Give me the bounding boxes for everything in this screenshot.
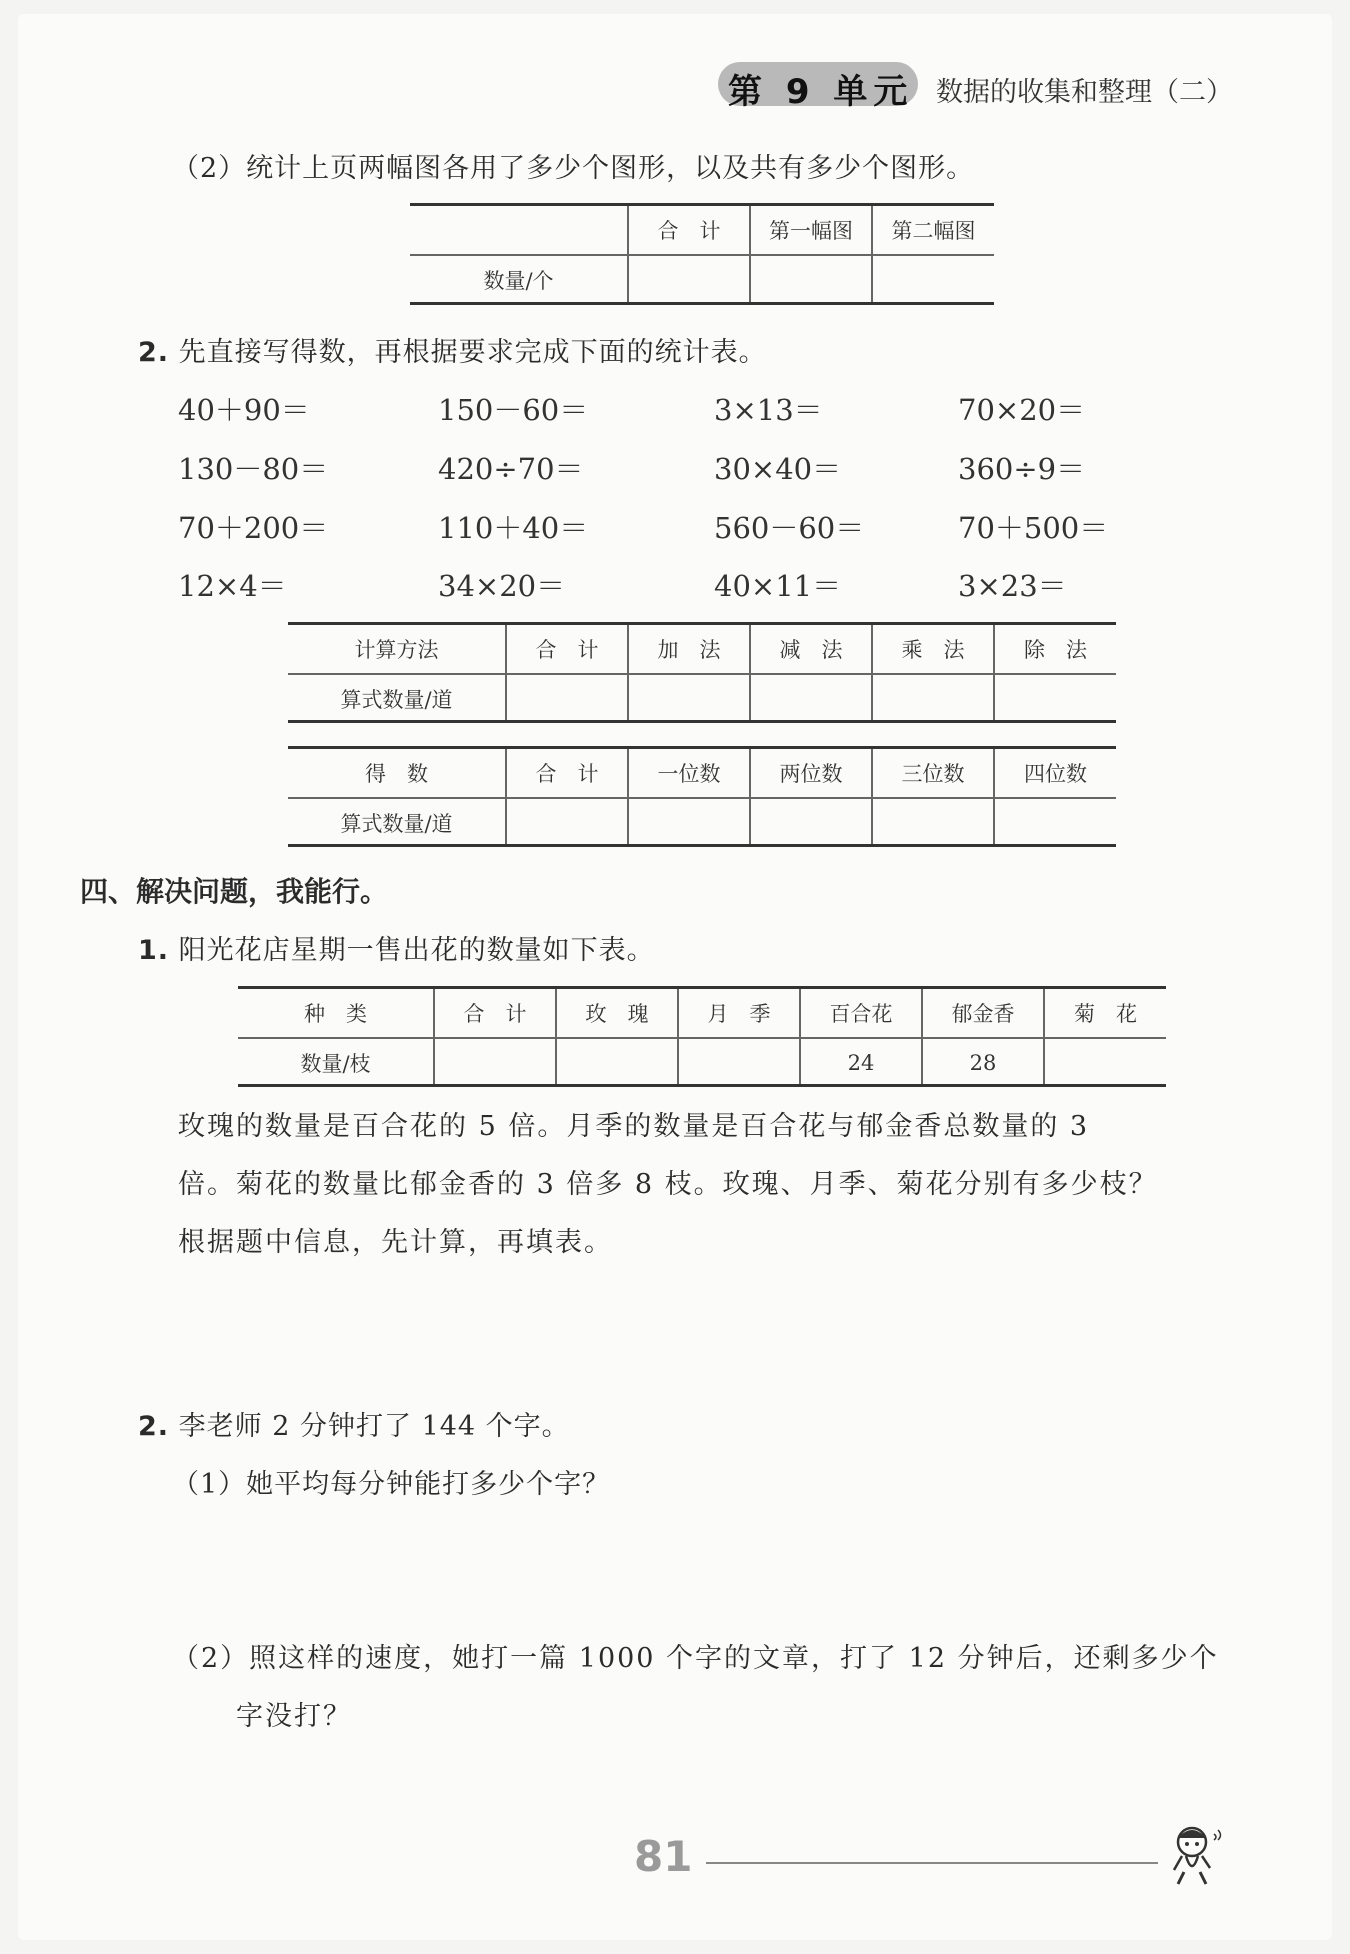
paragraph-line: 玫瑰的数量是百合花的 5 倍。月季的数量是百合花与郁金香总数量的 3: [178, 1111, 1090, 1142]
answer-cell[interactable]: [556, 1038, 678, 1087]
problem-1-description: [178, 1098, 1158, 1272]
answer-cell[interactable]: [872, 674, 994, 723]
footer-rule: [706, 1862, 1158, 1864]
figure-count-table: [410, 206, 994, 304]
calc-item: 3×13＝: [714, 393, 823, 427]
digit-count-table: [288, 749, 1116, 847]
table-header-cell: 除 法: [994, 625, 1116, 674]
calc-item: 70×20＝: [958, 393, 1086, 427]
method-count-table: [288, 625, 1116, 723]
table-row-label: 算式数量/道: [340, 688, 453, 712]
calc-item: 360÷9＝: [958, 452, 1086, 486]
table-header-cell: 合 计: [506, 749, 628, 798]
table-header-cell: 得 数: [288, 749, 506, 798]
answer-cell[interactable]: [628, 255, 750, 304]
question-text: 先直接写得数，再根据要求完成下面的统计表。: [178, 337, 767, 368]
table-header-cell: 第二幅图: [872, 206, 994, 255]
answer-cell[interactable]: [872, 255, 994, 304]
problem-1: [138, 928, 655, 967]
question-2: [138, 330, 767, 369]
answer-cell[interactable]: [994, 674, 1116, 723]
question-1-2-text: （2）统计上页两幅图各用了多少个图形，以及共有多少个图形。: [172, 153, 975, 184]
table-header-cell: 合 计: [434, 989, 556, 1038]
table-header-cell: 种 类: [238, 989, 434, 1038]
calc-item: 40×11＝: [714, 569, 842, 603]
table-row-label: 算式数量/道: [340, 812, 453, 836]
table-header-cell: 一位数: [628, 749, 750, 798]
table-header-cell: 菊 花: [1044, 989, 1166, 1038]
calc-item: 150－60＝: [438, 393, 589, 427]
answer-cell[interactable]: [1044, 1038, 1166, 1087]
answer-cell[interactable]: [506, 798, 628, 847]
answer-cell[interactable]: [628, 674, 750, 723]
answer-cell[interactable]: [434, 1038, 556, 1087]
unit-subtitle: 数据的收集和整理（二）: [936, 77, 1233, 108]
calc-item: 110＋40＝: [438, 511, 589, 545]
calc-item: 420÷70＝: [438, 452, 584, 486]
table-cell-value: 24: [800, 1038, 922, 1087]
table-header-cell: 三位数: [872, 749, 994, 798]
table-header-cell: 加 法: [628, 625, 750, 674]
question-number: 2.: [138, 337, 170, 368]
calc-item: 130－80＝: [178, 452, 329, 486]
paragraph-line: 字没打？: [236, 1701, 352, 1732]
calc-item: 40＋90＝: [178, 393, 310, 427]
cartoon-mascot-icon: [1160, 1820, 1230, 1890]
table-header-cell: 合 计: [506, 625, 628, 674]
answer-cell[interactable]: [678, 1038, 800, 1087]
table-header-cell: 月 季: [678, 989, 800, 1038]
calc-item: 30×40＝: [714, 452, 842, 486]
problem-2-sub-2: [172, 1630, 1219, 1746]
table-header-cell: 合 计: [628, 206, 750, 255]
paragraph-line: 根据题中信息，先计算，再填表。: [178, 1227, 613, 1258]
problem-2: [138, 1404, 570, 1443]
table-header-cell: 四位数: [994, 749, 1116, 798]
answer-cell[interactable]: [628, 798, 750, 847]
flower-sales-table: [238, 989, 1166, 1087]
table-row-label: 数量/个: [483, 269, 554, 293]
question-text: 阳光花店星期一售出花的数量如下表。: [178, 935, 655, 966]
table-header-cell: 两位数: [750, 749, 872, 798]
unit-title: 第 9 单元: [728, 72, 914, 112]
answer-cell[interactable]: [872, 798, 994, 847]
table-header-cell: 乘 法: [872, 625, 994, 674]
page-number: 81: [634, 1832, 693, 1881]
calc-item: 34×20＝: [438, 569, 566, 603]
calc-item: 70＋500＝: [958, 511, 1109, 545]
answer-cell[interactable]: [750, 674, 872, 723]
calc-item: 12×4＝: [178, 569, 287, 603]
answer-cell[interactable]: [994, 798, 1116, 847]
table-header-cell: 玫 瑰: [556, 989, 678, 1038]
table-header-cell: 减 法: [750, 625, 872, 674]
table-header-cell: 百合花: [800, 989, 922, 1038]
question-number: 2.: [138, 1411, 170, 1442]
question-number: 1.: [138, 935, 170, 966]
table-cell-value: 28: [922, 1038, 1044, 1087]
calc-item: 560－60＝: [714, 511, 865, 545]
paragraph-line: 倍。菊花的数量比郁金香的 3 倍多 8 枝。玫瑰、月季、菊花分别有多少枝？: [178, 1169, 1158, 1200]
table-row-label: 数量/枝: [300, 1052, 371, 1076]
paragraph-line: （2）照这样的速度，她打一篇 1000 个字的文章，打了 12 分钟后，还剩多少个: [172, 1643, 1219, 1674]
calc-item: 3×23＝: [958, 569, 1067, 603]
table-header-cell: 郁金香: [922, 989, 1044, 1038]
problem-2-sub-1: （1）她平均每分钟能打多少个字？: [172, 1469, 611, 1500]
calc-item: 70＋200＝: [178, 511, 329, 545]
table-header-cell: 第一幅图: [750, 206, 872, 255]
table-header-cell: [410, 206, 628, 255]
section-4-title: 四、解决问题，我能行。: [80, 875, 389, 908]
answer-cell[interactable]: [750, 255, 872, 304]
answer-cell[interactable]: [750, 798, 872, 847]
question-text: 李老师 2 分钟打了 144 个字。: [178, 1411, 570, 1442]
table-header-cell: 计算方法: [288, 625, 506, 674]
answer-cell[interactable]: [506, 674, 628, 723]
